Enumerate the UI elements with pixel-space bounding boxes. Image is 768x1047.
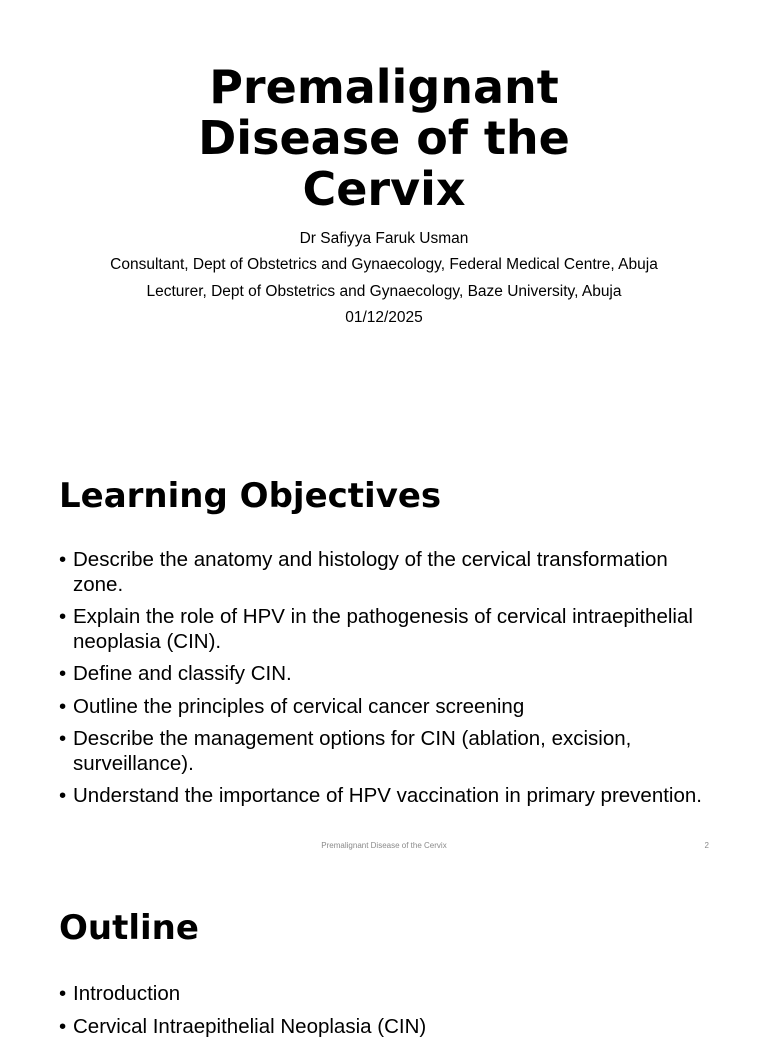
outline-list <box>59 982 719 1047</box>
list-item-text: Describe the management options for CIN (ablation, excision, surveillance). <box>73 727 632 775</box>
title-line: Premalignant <box>209 60 559 114</box>
bullet-icon: • <box>59 605 67 628</box>
list-item-text: Outline the principles of cervical cancer screening <box>73 694 525 718</box>
affiliation-lecturer: Lecturer, Dept of Obstetrics and Gynaecology, Baze University, Abuja <box>146 282 622 300</box>
bullet-icon: • <box>59 982 67 1005</box>
list-item <box>59 727 719 776</box>
list-item-text: Explain the role of HPV in the pathogenesis of cervical intraepithelial neoplasia (CIN). <box>73 605 693 653</box>
page-number: 2 <box>704 841 709 850</box>
title-line: Cervix <box>302 162 466 216</box>
list-item-text: Cervical Intraepithelial Neoplasia (CIN) <box>73 1014 427 1038</box>
title-slide <box>0 0 768 432</box>
learning-objectives-slide <box>0 432 768 864</box>
list-item <box>59 548 719 597</box>
outline-slide <box>0 864 768 1038</box>
list-item-text: Understand the importance of HPV vaccination in primary prevention. <box>73 784 702 807</box>
bullet-icon: • <box>59 727 67 750</box>
slide-heading: Learning Objectives <box>59 476 442 516</box>
list-item <box>59 695 719 720</box>
bullet-icon: • <box>59 1014 67 1038</box>
affiliation-consultant: Consultant, Dept of Obstetrics and Gynaecology, Federal Medical Centre, Abuja <box>110 256 658 274</box>
slide-footer: Premalignant Disease of the Cervix <box>321 841 447 850</box>
bullet-icon: • <box>59 784 67 807</box>
bullet-icon: • <box>59 662 67 685</box>
list-item <box>59 982 719 1007</box>
presentation-title <box>0 62 768 215</box>
list-item <box>59 1015 719 1040</box>
slide-heading: Outline <box>59 908 199 948</box>
subtitle-block <box>0 226 768 331</box>
title-line: Disease of the <box>198 111 570 165</box>
author-name: Dr Safiyya Faruk Usman <box>299 230 469 247</box>
presentation-date: 01/12/2025 <box>345 308 423 326</box>
list-item <box>59 605 719 654</box>
list-item <box>59 662 719 687</box>
list-item-text: Introduction <box>73 982 181 1005</box>
list-item <box>59 784 719 809</box>
objectives-list <box>59 548 719 817</box>
list-item-text: Define and classify CIN. <box>73 662 292 685</box>
list-item-text: Describe the anatomy and histology of the cervical transformation zone. <box>73 548 668 596</box>
bullet-icon: • <box>59 548 67 571</box>
bullet-icon: • <box>59 694 67 718</box>
